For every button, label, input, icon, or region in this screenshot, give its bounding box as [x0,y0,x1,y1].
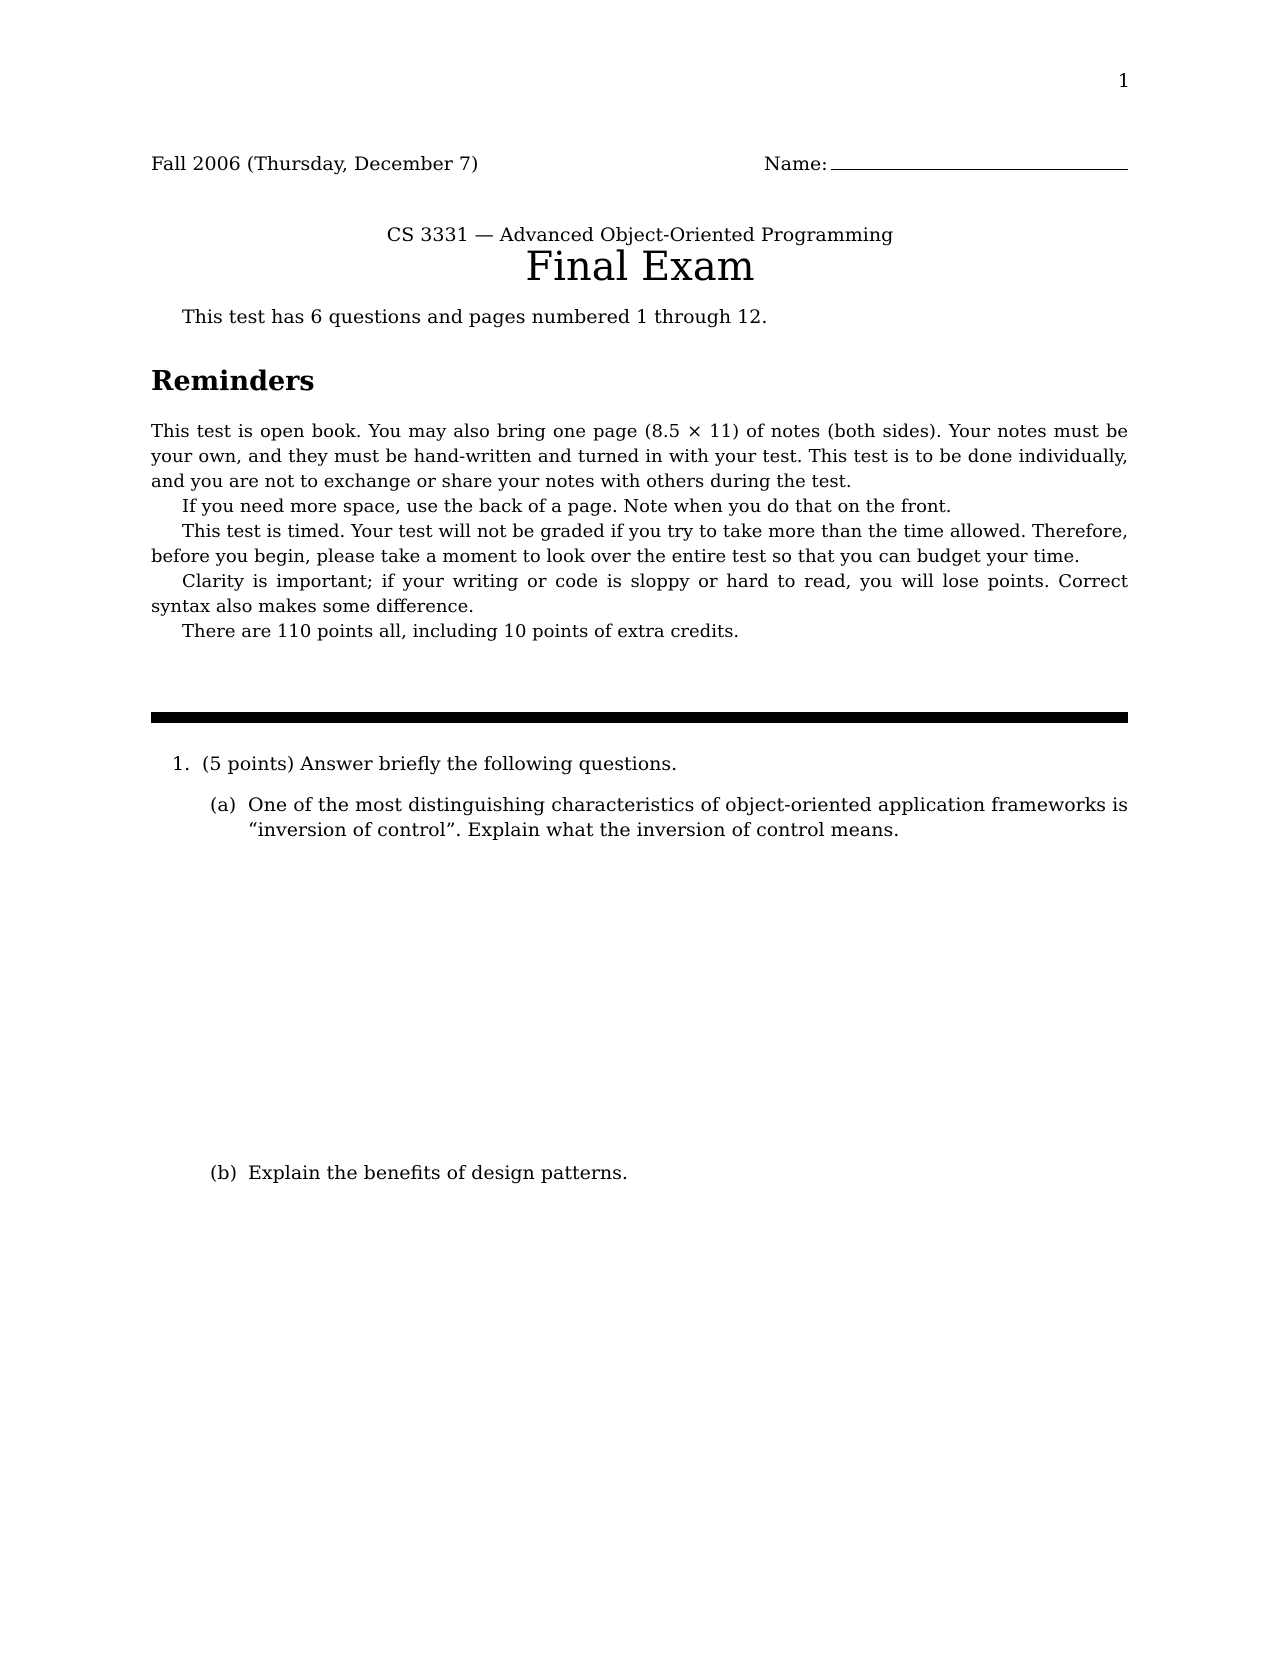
reminder-paragraph: This test is timed. Your test will not be graded if you try to take more than the time allowed. Therefore, before you begin, please take a moment to look over the entire test so that you can budget your time. [151,521,1128,567]
question-1 [172,752,1128,776]
name-field [764,152,1128,176]
reminder-paragraph: There are 110 points all, including 10 points of extra credits. [182,621,740,642]
exam-title: Final Exam [525,244,755,290]
reminder-paragraph: This test is open book. You may also bring one page (8.5 × 11) of notes (both sides). Your notes must be your own, and they must be hand-written and turned in with your test. This test is to be done individually, and you are not to exchange or share your notes with others during the test. [151,421,1128,492]
test-info: This test has 6 questions and pages numbered 1 through 12. [182,306,768,328]
subquestion-text: Explain the benefits of design patterns. [248,1162,628,1184]
course-title: CS 3331 — Advanced Object-Oriented Programming [386,224,894,246]
question-1a [210,793,1128,843]
page-number: 1 [1117,70,1130,92]
question-number: 1. [172,753,191,775]
name-underline [831,169,1128,170]
reminders-body [151,419,1128,644]
reminder-paragraph: Clarity is important; if your writing or code is sloppy or hard to read, you will lose points. Correct syntax also makes some difference. [151,571,1128,617]
exam-date: Fall 2006 (Thursday, December 7) [151,153,479,175]
subquestion-text: One of the most distinguishing characteristics of object-oriented application frameworks is “inversion of control”. Explain what the inversion of control means. [248,794,1128,841]
reminder-paragraph: If you need more space, use the back of a page. Note when you do that on the front. [182,496,952,517]
question-text: (5 points) Answer briefly the following questions. [202,753,678,775]
subquestion-label: (b) [210,1162,237,1184]
section-divider [151,712,1128,723]
name-label: Name: [764,153,828,175]
reminders-heading: Reminders [151,366,315,397]
question-1b [210,1161,1128,1186]
subquestion-label: (a) [210,794,237,816]
